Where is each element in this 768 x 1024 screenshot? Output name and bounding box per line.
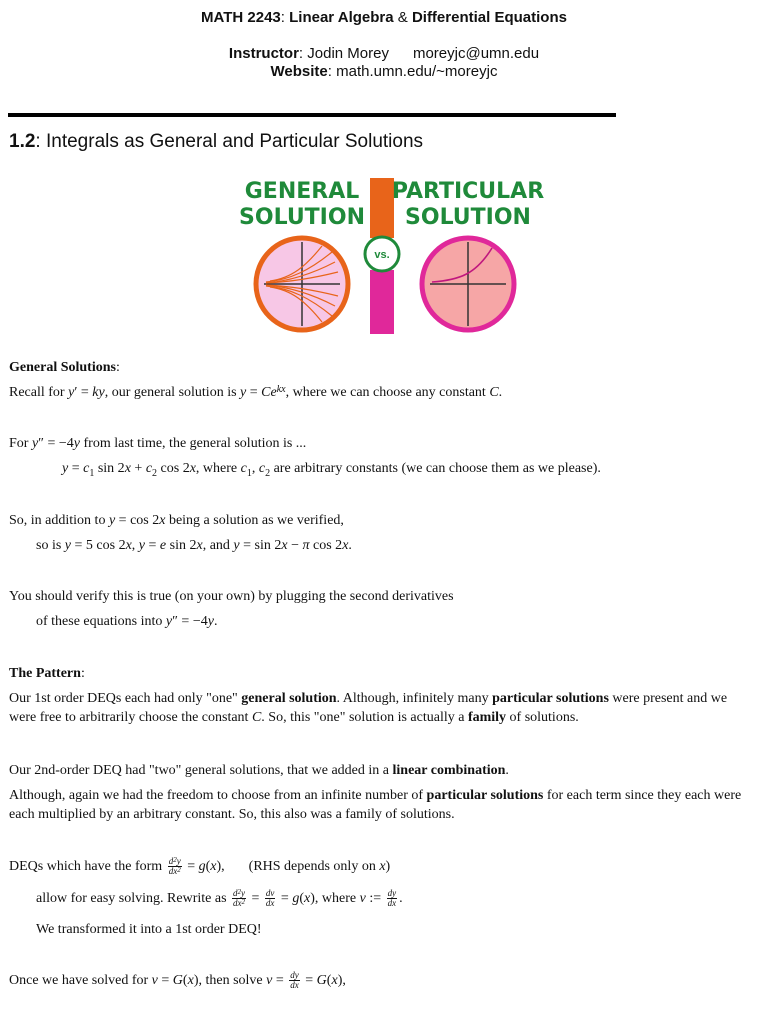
right-title-1: PARTICULAR	[391, 179, 545, 204]
text: Our 1st order DEQs each had only "one"	[9, 691, 242, 706]
section-title	[9, 131, 423, 153]
bold-text: particular solutions	[492, 691, 609, 706]
text: for each term since they each were each multiplied by an arbitrary constant. So, this also was a family of solutions.	[9, 788, 742, 822]
heading-text: The Pattern	[9, 666, 81, 681]
text: , where	[195, 461, 241, 476]
instructor-line	[0, 45, 768, 62]
text: allow for easy solving. Rewrite as	[36, 891, 231, 906]
text: , where we can choose any constant	[285, 385, 490, 400]
text: .	[498, 385, 503, 400]
course-header	[0, 9, 768, 26]
general-vs-particular-figure	[240, 170, 546, 342]
bold-text: linear combination	[392, 763, 506, 778]
once-solved-line: Once we have solved for v = G(x), then solve v = $\frac{dy}{dx}$ = G(x),	[9, 970, 346, 991]
center-bar-magenta	[370, 270, 394, 334]
text: Recall for	[9, 385, 69, 400]
sep: :	[280, 9, 290, 26]
pattern-paragraph-1: Our 1st order DEQs each had only "one" general solution. Although, infinitely many particular solutions were present and we were free to arbitrarily choose the constant C. So, this "one" solution is actually a family of solutions.	[9, 691, 728, 725]
course-code: MATH 2243	[201, 9, 281, 26]
text: .	[505, 763, 509, 778]
text: )	[385, 859, 391, 874]
text: .	[348, 538, 352, 553]
text: . So, this "one" solution is actually a	[261, 710, 468, 725]
text: .	[213, 614, 218, 629]
section-number: 1.2	[9, 131, 36, 152]
text: being a solution as we verified,	[165, 513, 344, 528]
text: of solutions.	[506, 710, 579, 725]
text: are arbitrary constants (we can choose them as we please).	[270, 461, 601, 476]
text: . Although, infinitely many	[336, 691, 493, 706]
pattern-heading	[9, 664, 85, 683]
deq-form-line: DEQs which have the form $\frac{d^2y}{dx^2}$ = g(x), (RHS depends only on x)	[9, 856, 391, 877]
text: of these equations into	[36, 614, 166, 629]
recall-line: Recall for y′ = ky, our general solution is $y = Ce^{kx}$, where we can choose any constant C.	[9, 384, 503, 400]
pattern-paragraph-2	[9, 761, 509, 780]
text: So, in addition to	[9, 513, 109, 528]
text: Our 2nd-order DEQ had "two" general solutions, that we added in a	[9, 763, 393, 778]
text: so is	[36, 538, 65, 553]
text: were present and we were free to arbitrarily choose the constant	[9, 691, 728, 725]
text: from last time, the general solution is ...	[80, 436, 307, 451]
rewrite-line: allow for easy solving. Rewrite as $\frac{d^2y}{dx^2}$ = $\frac{dv}{dx}$ = g(x), where v := $\frac{dy}{dx}$ .	[36, 888, 403, 909]
course-title-b: Differential Equations	[411, 9, 567, 26]
particular-solution-plot	[422, 238, 514, 330]
right-title-2: SOLUTION	[405, 205, 531, 230]
text: , where	[314, 891, 360, 906]
text: Once we have solved for	[9, 973, 152, 988]
text: , our general solution is	[104, 385, 241, 400]
pattern-paragraph-3	[9, 786, 757, 824]
website-label: Website	[270, 63, 328, 80]
bold-text: particular solutions	[426, 788, 544, 803]
general-solutions-heading	[9, 358, 120, 377]
colon: :	[80, 666, 85, 681]
colon: :	[115, 360, 120, 375]
text: Although, again we had the freedom to choose from an infinite number of	[9, 788, 427, 803]
left-title-1: GENERAL	[244, 179, 360, 204]
section-title-text: : Integrals as General and Particular Solutions	[35, 131, 424, 152]
verify-line: You should verify this is true (on your own) by plugging the second derivatives	[9, 589, 454, 604]
center-bar-orange	[370, 178, 394, 238]
verify-line-2: of these equations into y″ = −4y.	[36, 614, 218, 629]
website-line	[0, 63, 768, 80]
heading-text: General Solutions	[9, 360, 116, 375]
for-line: For y″ = −4y from last time, the general solution is ...	[9, 436, 307, 451]
text: For	[9, 436, 32, 451]
instructor-label: Instructor	[228, 45, 299, 62]
transformed-line: We transformed it into a 1st order DEQ!	[36, 922, 262, 937]
general-solution-plot	[256, 238, 348, 330]
bold-text: family	[467, 710, 507, 725]
text: DEQs which have the form	[9, 859, 166, 874]
bold-text: general solution	[241, 691, 337, 706]
header-divider	[8, 113, 616, 117]
in-addition-line: So, in addition to y = cos 2x being a solution as we verified,	[9, 513, 344, 528]
text: , then solve	[198, 973, 267, 988]
so-is-line: so is y = 5 cos 2x, y = e sin 2x, and y = sin 2x − π cos 2x.	[36, 538, 352, 553]
left-title-2: SOLUTION	[240, 205, 365, 230]
amp: &	[393, 9, 412, 26]
course-title-a: Linear Algebra	[289, 9, 394, 26]
email-link[interactable]: moreyjc@umn.edu	[412, 45, 540, 62]
figure-svg	[240, 170, 546, 342]
text: (RHS depends only on	[248, 859, 380, 874]
website-link[interactable]: : math.umn.edu/~moreyjc	[327, 63, 498, 80]
vs-label: vs.	[374, 249, 390, 261]
instructor-name: : Jodin Morey	[298, 45, 389, 62]
text: and	[206, 538, 234, 553]
general-solution-eq: $y = c_1$ $\sin 2x + c_2$ cos 2x, where $c_1$, $c_2$ are arbitrary constants (we can choose them as we please).	[62, 461, 601, 479]
